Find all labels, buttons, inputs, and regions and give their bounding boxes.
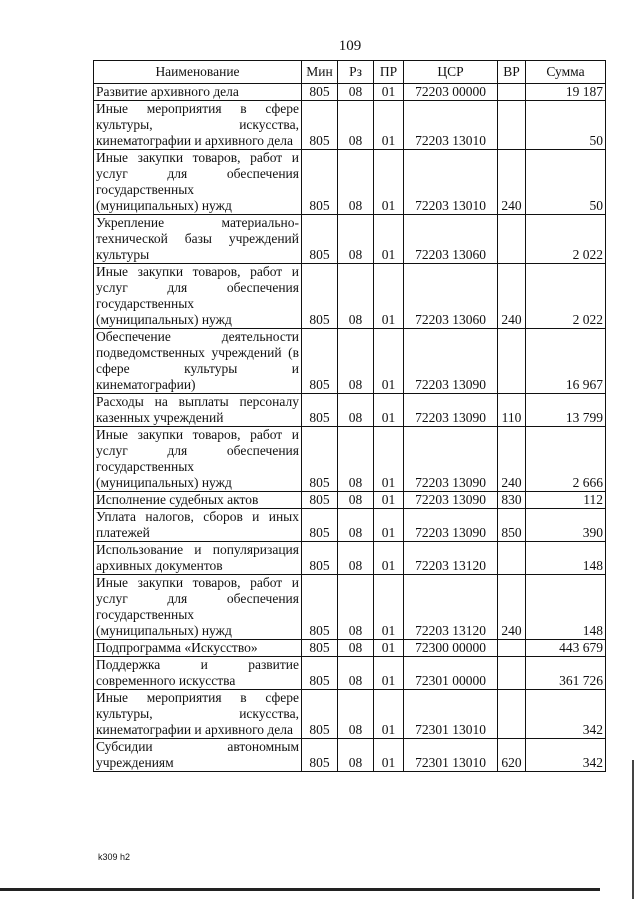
cell-pr: 01 bbox=[374, 427, 404, 492]
cell-vr: 240 bbox=[498, 575, 526, 640]
cell-csr: 72203 13010 bbox=[404, 150, 498, 215]
cell-csr: 72203 13090 bbox=[404, 329, 498, 394]
table-body bbox=[94, 84, 606, 772]
cell-pr: 01 bbox=[374, 640, 404, 657]
cell-min: 805 bbox=[302, 492, 338, 509]
cell-rz: 08 bbox=[338, 492, 374, 509]
table-row bbox=[94, 575, 606, 640]
cell-vr: 850 bbox=[498, 509, 526, 542]
cell-rz: 08 bbox=[338, 542, 374, 575]
cell-name: Иные закупки товаров, работ и услуг для обеспечения государственных (муниципальных) нужд bbox=[94, 575, 302, 640]
cell-sum: 19 187 bbox=[526, 84, 606, 101]
cell-pr: 01 bbox=[374, 575, 404, 640]
header-sum: Сумма bbox=[526, 61, 606, 84]
cell-pr: 01 bbox=[374, 739, 404, 772]
cell-vr: 620 bbox=[498, 739, 526, 772]
cell-vr: 830 bbox=[498, 492, 526, 509]
cell-name: Развитие архивного дела bbox=[94, 84, 302, 101]
cell-min: 805 bbox=[302, 657, 338, 690]
cell-sum: 148 bbox=[526, 575, 606, 640]
table-row bbox=[94, 542, 606, 575]
table-row bbox=[94, 215, 606, 264]
cell-rz: 08 bbox=[338, 264, 374, 329]
cell-pr: 01 bbox=[374, 690, 404, 739]
cell-sum: 342 bbox=[526, 690, 606, 739]
table-header-row bbox=[94, 61, 606, 84]
cell-sum: 148 bbox=[526, 542, 606, 575]
cell-csr: 72203 00000 bbox=[404, 84, 498, 101]
cell-rz: 08 bbox=[338, 394, 374, 427]
cell-min: 805 bbox=[302, 739, 338, 772]
cell-name: Уплата налогов, сборов и иных платежей bbox=[94, 509, 302, 542]
cell-min: 805 bbox=[302, 394, 338, 427]
cell-vr: 240 bbox=[498, 264, 526, 329]
cell-csr: 72203 13060 bbox=[404, 215, 498, 264]
cell-name: Иные мероприятия в сфере культуры, искусства, кинематографии и архивного дела bbox=[94, 101, 302, 150]
cell-min: 805 bbox=[302, 101, 338, 150]
table-row bbox=[94, 657, 606, 690]
cell-csr: 72203 13010 bbox=[404, 101, 498, 150]
cell-name: Обеспечение деятельности подведомственных учреждений (в сфере культуры и кинематографии) bbox=[94, 329, 302, 394]
cell-sum: 390 bbox=[526, 509, 606, 542]
cell-vr bbox=[498, 84, 526, 101]
cell-rz: 08 bbox=[338, 150, 374, 215]
budget-table bbox=[93, 60, 606, 772]
cell-csr: 72203 13060 bbox=[404, 264, 498, 329]
cell-name: Поддержка и развитие современного искусства bbox=[94, 657, 302, 690]
cell-csr: 72203 13120 bbox=[404, 542, 498, 575]
cell-name: Субсидии автономным учреждениям bbox=[94, 739, 302, 772]
cell-min: 805 bbox=[302, 264, 338, 329]
cell-pr: 01 bbox=[374, 84, 404, 101]
cell-pr: 01 bbox=[374, 394, 404, 427]
footer-code: k309 h2 bbox=[98, 852, 131, 862]
cell-pr: 01 bbox=[374, 101, 404, 150]
cell-pr: 01 bbox=[374, 150, 404, 215]
cell-vr bbox=[498, 640, 526, 657]
cell-rz: 08 bbox=[338, 427, 374, 492]
cell-csr: 72203 13090 bbox=[404, 427, 498, 492]
cell-min: 805 bbox=[302, 329, 338, 394]
cell-sum: 361 726 bbox=[526, 657, 606, 690]
cell-sum: 342 bbox=[526, 739, 606, 772]
cell-name: Подпрограмма «Искусство» bbox=[94, 640, 302, 657]
cell-csr: 72300 00000 bbox=[404, 640, 498, 657]
cell-name: Исполнение судебных актов bbox=[94, 492, 302, 509]
cell-vr bbox=[498, 690, 526, 739]
cell-name: Иные закупки товаров, работ и услуг для обеспечения государственных (муниципальных) нужд bbox=[94, 264, 302, 329]
cell-rz: 08 bbox=[338, 575, 374, 640]
scan-border-line bbox=[0, 888, 600, 891]
cell-rz: 08 bbox=[338, 329, 374, 394]
table-row bbox=[94, 690, 606, 739]
cell-vr bbox=[498, 329, 526, 394]
cell-min: 805 bbox=[302, 215, 338, 264]
cell-min: 805 bbox=[302, 690, 338, 739]
cell-csr: 72301 13010 bbox=[404, 739, 498, 772]
table-row bbox=[94, 394, 606, 427]
cell-rz: 08 bbox=[338, 101, 374, 150]
header-csr: ЦСР bbox=[404, 61, 498, 84]
cell-min: 805 bbox=[302, 640, 338, 657]
cell-rz: 08 bbox=[338, 509, 374, 542]
cell-pr: 01 bbox=[374, 492, 404, 509]
cell-sum: 2 022 bbox=[526, 264, 606, 329]
cell-pr: 01 bbox=[374, 509, 404, 542]
table-row bbox=[94, 150, 606, 215]
cell-min: 805 bbox=[302, 150, 338, 215]
cell-sum: 13 799 bbox=[526, 394, 606, 427]
table-row bbox=[94, 427, 606, 492]
cell-min: 805 bbox=[302, 427, 338, 492]
cell-vr bbox=[498, 542, 526, 575]
table-row bbox=[94, 509, 606, 542]
header-rz: Рз bbox=[338, 61, 374, 84]
cell-csr: 72203 13090 bbox=[404, 492, 498, 509]
cell-sum: 112 bbox=[526, 492, 606, 509]
table-row bbox=[94, 739, 606, 772]
cell-vr: 240 bbox=[498, 150, 526, 215]
cell-pr: 01 bbox=[374, 264, 404, 329]
cell-rz: 08 bbox=[338, 739, 374, 772]
scan-edge-line bbox=[632, 760, 634, 899]
cell-vr: 110 bbox=[498, 394, 526, 427]
cell-name: Иные мероприятия в сфере культуры, искусства, кинематографии и архивного дела bbox=[94, 690, 302, 739]
cell-name: Иные закупки товаров, работ и услуг для обеспечения государственных (муниципальных) нужд bbox=[94, 150, 302, 215]
cell-csr: 72203 13090 bbox=[404, 394, 498, 427]
table-row bbox=[94, 84, 606, 101]
cell-sum: 16 967 bbox=[526, 329, 606, 394]
table-row bbox=[94, 640, 606, 657]
cell-min: 805 bbox=[302, 575, 338, 640]
page-number: 109 bbox=[338, 38, 362, 54]
cell-name: Укрепление материально-технической базы учреждений культуры bbox=[94, 215, 302, 264]
header-min: Мин bbox=[302, 61, 338, 84]
cell-rz: 08 bbox=[338, 640, 374, 657]
cell-sum: 50 bbox=[526, 101, 606, 150]
cell-min: 805 bbox=[302, 509, 338, 542]
cell-csr: 72301 13010 bbox=[404, 690, 498, 739]
table-row bbox=[94, 264, 606, 329]
table-row bbox=[94, 329, 606, 394]
cell-min: 805 bbox=[302, 84, 338, 101]
cell-rz: 08 bbox=[338, 215, 374, 264]
cell-sum: 443 679 bbox=[526, 640, 606, 657]
cell-min: 805 bbox=[302, 542, 338, 575]
cell-vr: 240 bbox=[498, 427, 526, 492]
table-row bbox=[94, 492, 606, 509]
cell-rz: 08 bbox=[338, 657, 374, 690]
cell-csr: 72301 00000 bbox=[404, 657, 498, 690]
cell-vr bbox=[498, 215, 526, 264]
table-row bbox=[94, 101, 606, 150]
cell-pr: 01 bbox=[374, 329, 404, 394]
cell-vr bbox=[498, 657, 526, 690]
header-name: Наименование bbox=[94, 61, 302, 84]
cell-name: Расходы на выплаты персоналу казенных учреждений bbox=[94, 394, 302, 427]
cell-sum: 2 666 bbox=[526, 427, 606, 492]
cell-name: Использование и популяризация архивных документов bbox=[94, 542, 302, 575]
cell-csr: 72203 13090 bbox=[404, 509, 498, 542]
cell-vr bbox=[498, 101, 526, 150]
header-vr: ВР bbox=[498, 61, 526, 84]
cell-csr: 72203 13120 bbox=[404, 575, 498, 640]
header-pr: ПР bbox=[374, 61, 404, 84]
cell-rz: 08 bbox=[338, 84, 374, 101]
cell-sum: 2 022 bbox=[526, 215, 606, 264]
cell-pr: 01 bbox=[374, 215, 404, 264]
cell-rz: 08 bbox=[338, 690, 374, 739]
cell-pr: 01 bbox=[374, 542, 404, 575]
cell-name: Иные закупки товаров, работ и услуг для обеспечения государственных (муниципальных) нужд bbox=[94, 427, 302, 492]
cell-pr: 01 bbox=[374, 657, 404, 690]
cell-sum: 50 bbox=[526, 150, 606, 215]
